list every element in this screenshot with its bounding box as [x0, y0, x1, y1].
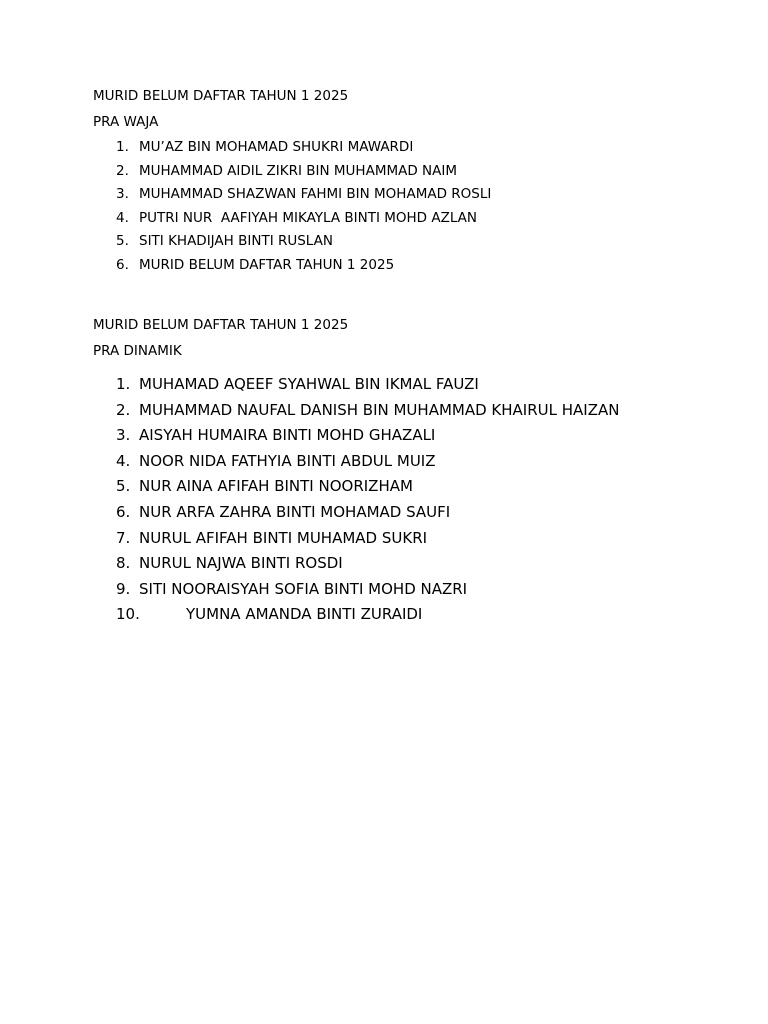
student-name: NURUL AFIFAH BINTI MUHAMAD SUKRI: [139, 528, 428, 547]
student-name: NUR AINA AFIFAH BINTI NOORIZHAM: [139, 477, 413, 496]
section1-class-name: PRA WAJA: [93, 114, 159, 130]
student-name: SITI NOORAISYAH SOFIA BINTI MOHD NAZRI: [139, 579, 468, 598]
list-item-number: 2.: [116, 162, 129, 179]
student-name: MUHAMMAD AIDIL ZIKRI BIN MUHAMMAD NAIM: [139, 162, 458, 179]
list-item-number: 5.: [116, 477, 131, 496]
student-name: YUMNA AMANDA BINTI ZURAIDI: [186, 605, 423, 624]
list-item-number: 1.: [116, 375, 131, 393]
student-name: NOOR NIDA FATHYIA BINTI ABDUL MUIZ: [139, 451, 436, 470]
list-item-number: 5.: [116, 233, 129, 249]
student-name: AISYAH HUMAIRA BINTI MOHD GHAZALI: [139, 426, 436, 445]
list-item-number: 10.: [116, 605, 140, 624]
list-item-number: 3.: [116, 426, 131, 445]
list-item-number: 4.: [116, 209, 129, 226]
student-name: PUTRI NUR AAFIYAH MIKAYLA BINTI MOHD AZLAN: [139, 209, 477, 226]
student-name: NUR ARFA ZAHRA BINTI MOHAMAD SAUFI: [139, 502, 451, 521]
list-item-number: 4.: [116, 451, 131, 470]
list-item-number: 1.: [116, 139, 129, 155]
student-name: MUHAMAD AQEEF SYAHWAL BIN IKMAL FAUZI: [139, 375, 479, 393]
section1-title: MURID BELUM DAFTAR TAHUN 1 2025: [93, 88, 349, 104]
student-name: MUHAMMAD SHAZWAN FAHMI BIN MOHAMAD ROSLI: [139, 186, 492, 202]
list-item-number: 3.: [116, 186, 129, 202]
list-item-number: 9.: [116, 579, 131, 598]
student-name: MURID BELUM DAFTAR TAHUN 1 2025: [139, 256, 395, 273]
student-name: MUHAMMAD NAUFAL DANISH BIN MUHAMMAD KHAIRUL HAIZAN: [139, 400, 620, 419]
student-name: SITI KHADIJAH BINTI RUSLAN: [139, 233, 333, 249]
list-item-number: 7.: [116, 528, 131, 547]
list-item-number: 6.: [116, 502, 131, 521]
student-name: NURUL NAJWA BINTI ROSDI: [139, 554, 343, 573]
list-item-number: 8.: [116, 554, 131, 573]
list-item-number: 2.: [116, 400, 131, 419]
section2-class-name: PRA DINAMIK: [93, 343, 182, 359]
section2-title: MURID BELUM DAFTAR TAHUN 1 2025: [93, 317, 349, 333]
student-name: MU’AZ BIN MOHAMAD SHUKRI MAWARDI: [139, 139, 414, 155]
list-item-number: 6.: [116, 256, 129, 273]
